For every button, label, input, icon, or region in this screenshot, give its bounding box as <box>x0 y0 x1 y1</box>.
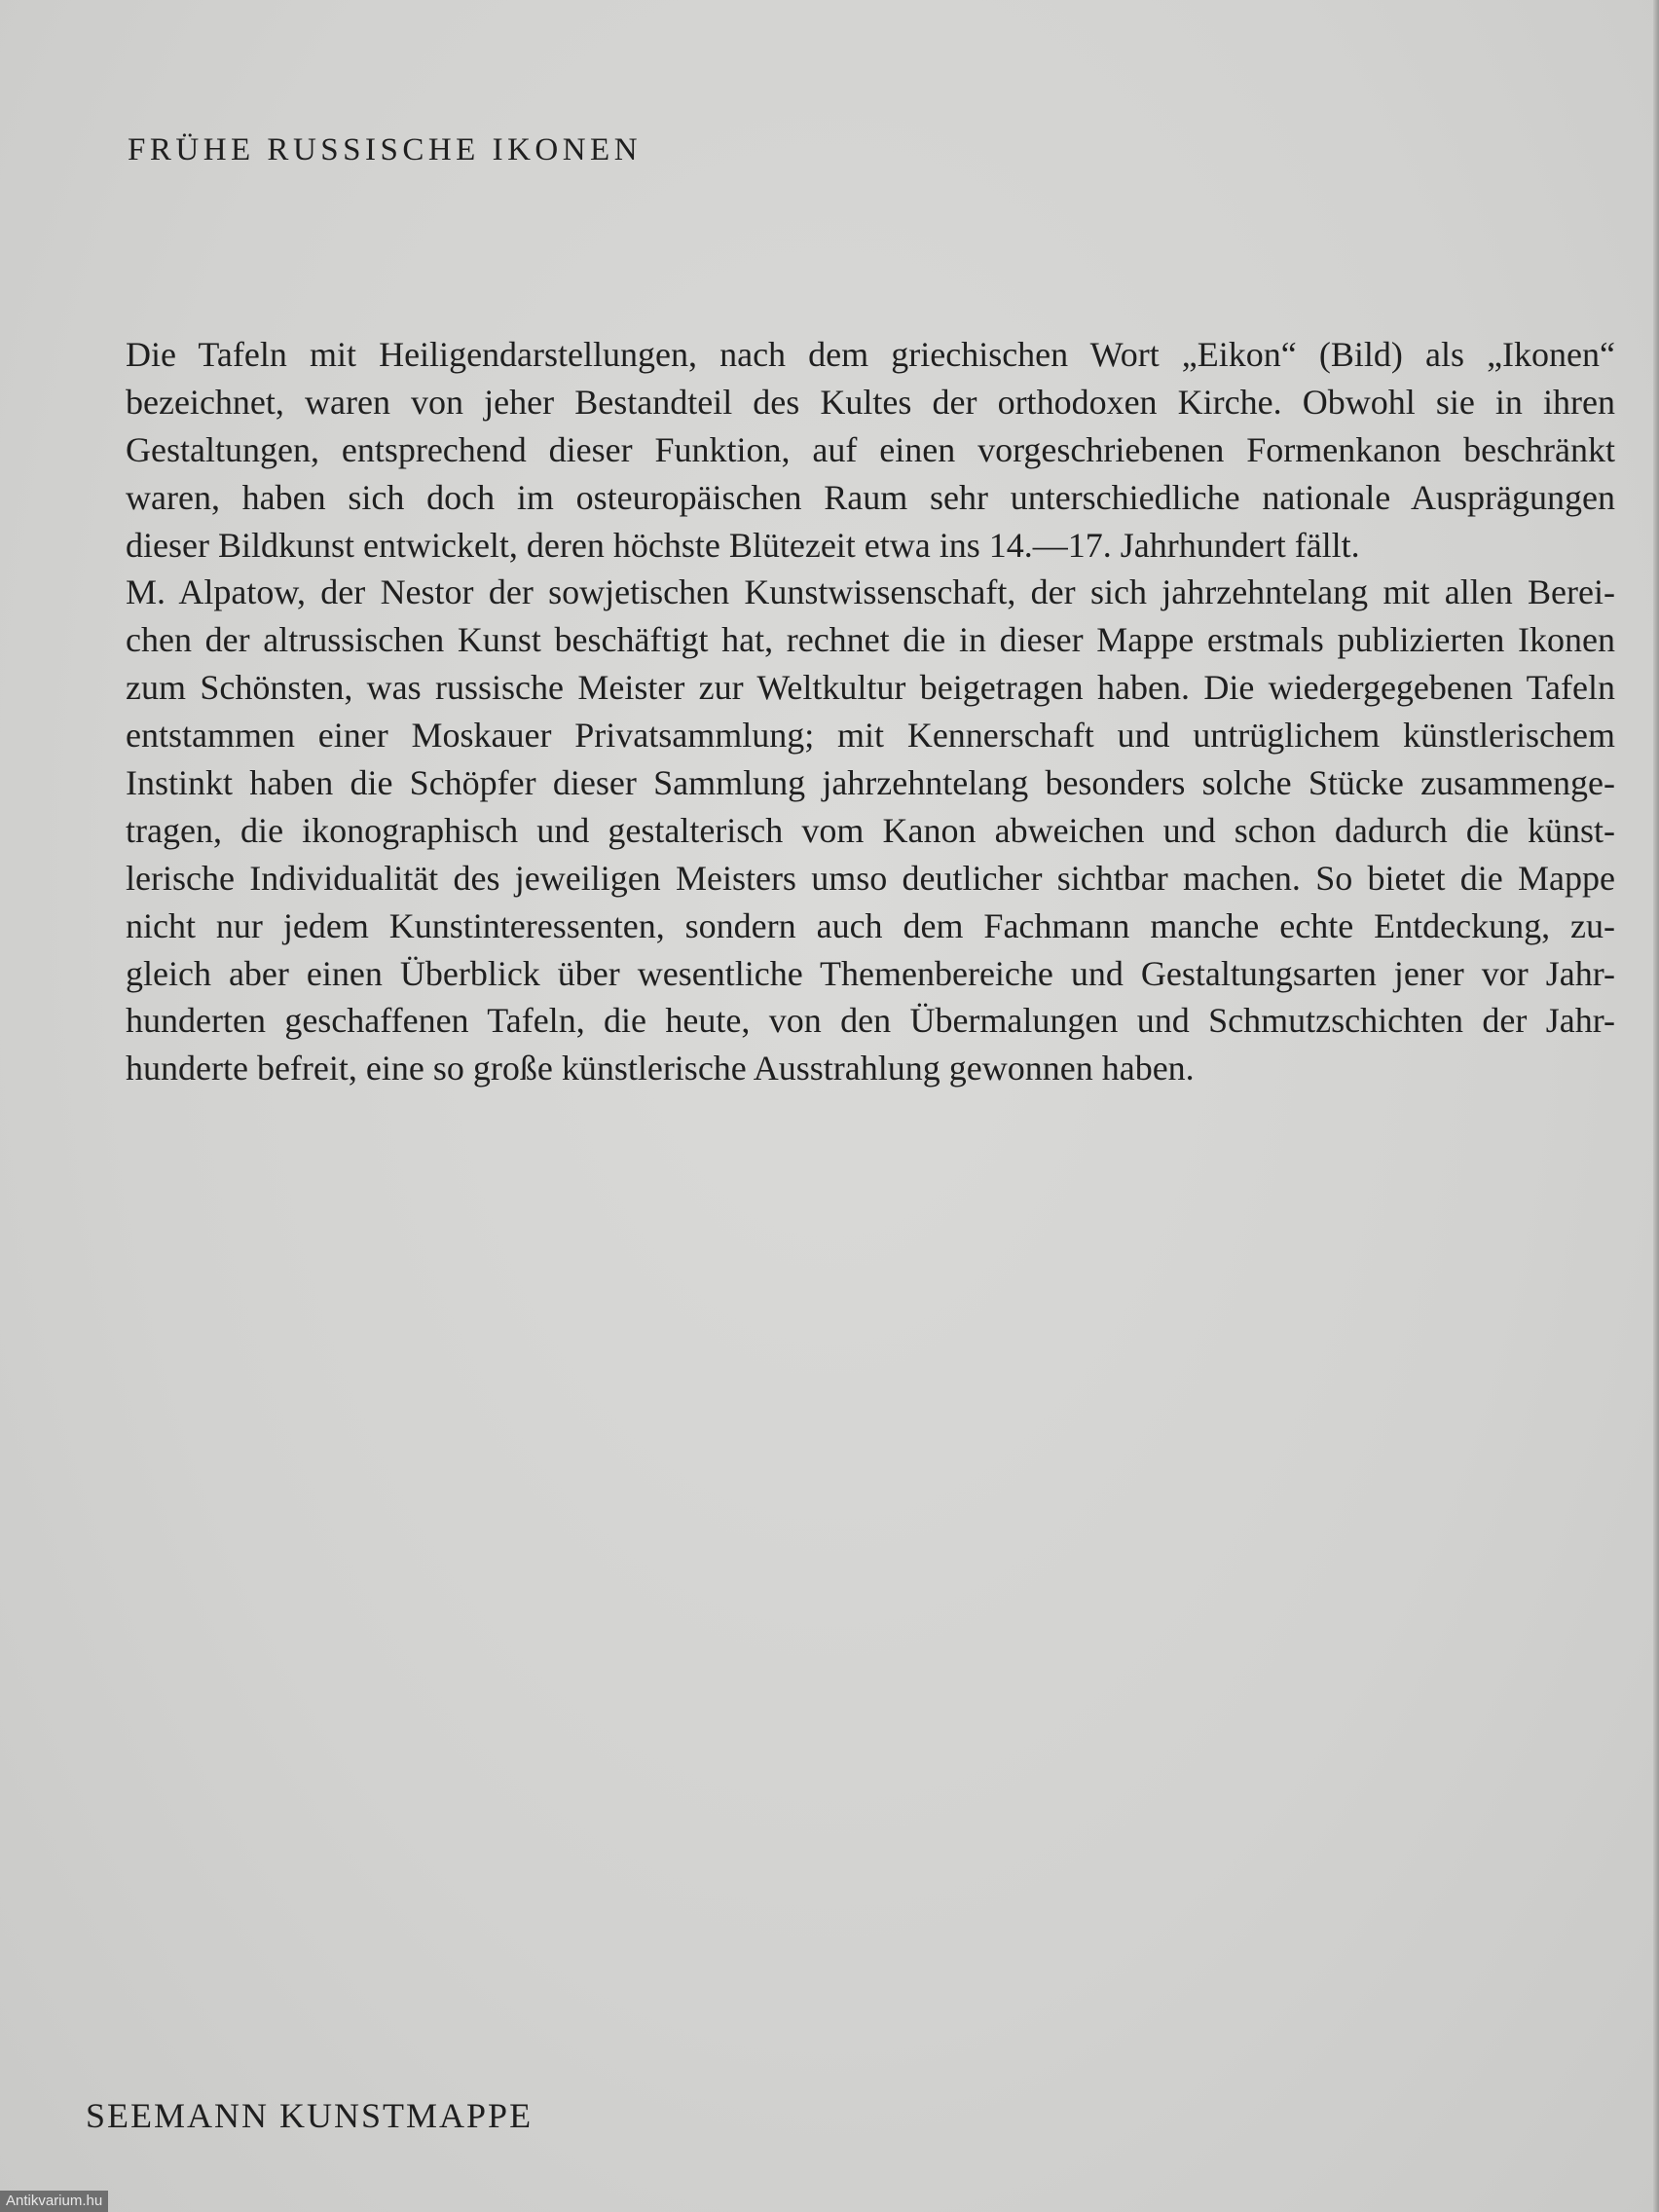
text-line: entstammen einer Moskauer Privatsammlung; mit Kennerschaft und untrüglichem künstlerischem <box>126 716 1615 756</box>
text-line: hunderten geschaffenen Tafeln, die heute, von den Übermalungen und Schmutzschichten der Jahr- <box>126 1001 1615 1041</box>
text-line: M. Alpatow, der Nestor der sowjetischen Kunstwissenschaft, der sich jahrzehntelang mit allen Berei- <box>126 572 1615 612</box>
body-text <box>126 331 1615 1092</box>
text-line: Instinkt haben die Schöpfer dieser Sammlung jahrzehntelang besonders solche Stücke zusammenge- <box>126 763 1615 803</box>
page-edge-shadow <box>1653 0 1659 2212</box>
text-line: hunderte befreit, eine so große künstlerische Ausstrahlung gewonnen haben. <box>126 1049 1195 1088</box>
text-line: dieser Bildkunst entwickelt, deren höchste Blütezeit etwa ins 14.—17. Jahrhundert fällt. <box>126 525 1360 565</box>
page-title: FRÜHE RUSSISCHE IKONEN <box>128 132 643 167</box>
watermark: Antikvarium.hu <box>0 2191 108 2212</box>
text-line: tragen, die ikonographisch und gestalterisch vom Kanon abweichen und schon dadurch die künst- <box>126 810 1615 850</box>
text-line: lerische Individualität des jeweiligen Meisters umso deutlicher sichtbar machen. So bietet die Mappe <box>126 858 1615 898</box>
text-line: zum Schönsten, was russische Meister zur Weltkultur beigetragen haben. Die wiedergegebenen Tafeln <box>126 668 1615 708</box>
text-line: Die Tafeln mit Heiligendarstellungen, nach dem griechischen Wort „Eikon“ (Bild) als „Ikonen“ <box>126 335 1615 374</box>
text-line: nicht nur jedem Kunstinteressenten, sondern auch dem Fachmann manche echte Entdeckung, zu- <box>126 905 1615 945</box>
text-line: gleich aber einen Überblick über wesentliche Themenbereiche und Gestaltungsarten jener vor Jahr- <box>126 953 1615 993</box>
text-line: waren, haben sich doch im osteuropäischen Raum sehr unterschiedliche nationale Ausprägungen <box>126 477 1615 517</box>
text-line: Gestaltungen, entsprechend dieser Funktion, auf einen vorgeschriebenen Formenkanon beschränkt <box>126 429 1615 469</box>
publisher-footer: SEEMANN KUNSTMAPPE <box>86 2096 534 2135</box>
text-line: chen der altrussischen Kunst beschäftigt hat, rechnet die in dieser Mappe erstmals publizierten Ikonen <box>126 620 1615 660</box>
text-line: bezeichnet, waren von jeher Bestandteil des Kultes der orthodoxen Kirche. Obwohl sie in ihren <box>126 382 1615 422</box>
